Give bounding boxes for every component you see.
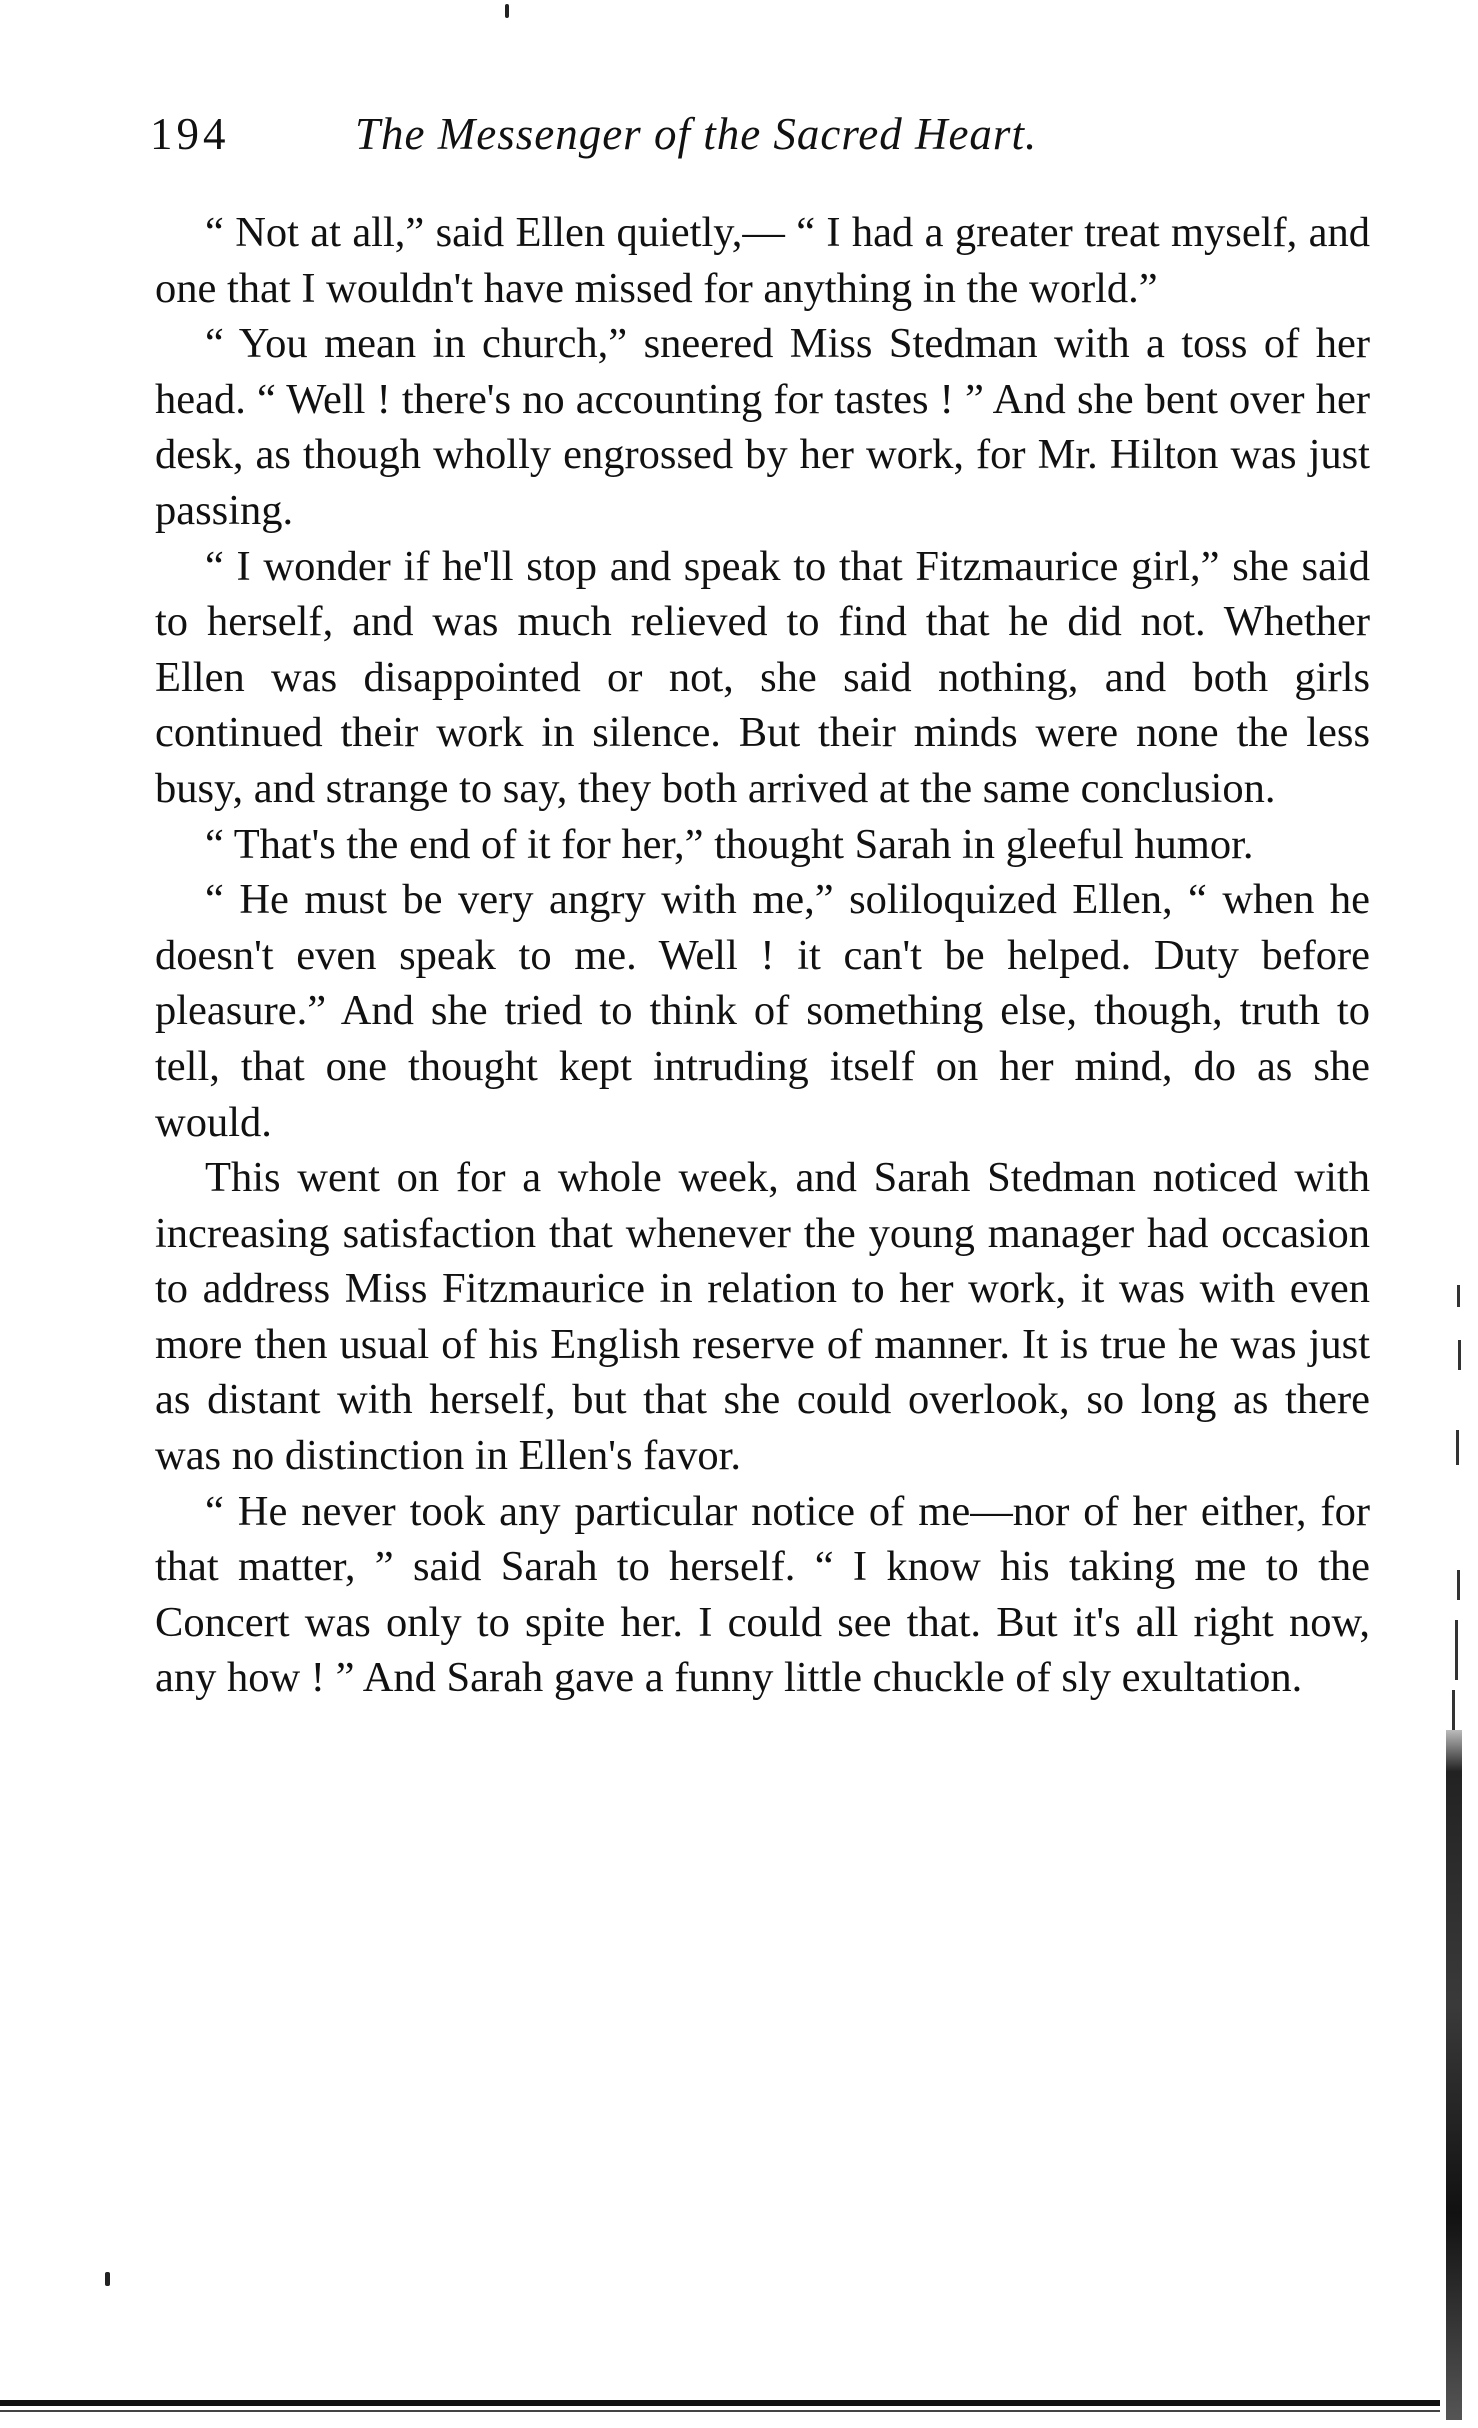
page-edge-mark bbox=[1458, 1340, 1461, 1370]
page-edge-mark bbox=[1456, 1430, 1459, 1465]
paragraph: “ You mean in church,” sneered Miss Stedman with a toss of her head. “ Well ! there's no accounting for tastes ! ” And she bent over her desk, as though wholly engrossed by her work, for Mr. Hilton was just passing. bbox=[155, 320, 1370, 534]
paragraph: “ Not at all,” said Ellen quietly,— “ I had a greater treat myself, and one that I wouldn't have missed for anything in the world.” bbox=[155, 209, 1370, 312]
page-edge-mark bbox=[1457, 1570, 1460, 1600]
scan-bottom-edge-thin bbox=[0, 2410, 1440, 2412]
paragraph: “ He never took any particular notice of me—nor of her either, for that matter, ” said Sarah to herself. “ I know his taking me to the Concert was only to spite her. I could see that. But it's all right now, any how ! ” And Sarah gave a funny little chuckle of sly exultation. bbox=[155, 1487, 1370, 1702]
page-edge-mark bbox=[1455, 1620, 1458, 1680]
scan-bottom-edge bbox=[0, 2400, 1440, 2406]
paragraph: “ He must be very angry with me,” soliloquized Ellen, “ when he doesn't even speak to me. Well ! it can't be helped. Duty before pleasure.” And she tried to think of something else, though, truth to tell, that one thought kept intruding itself on her mind, do as she would. bbox=[155, 876, 1370, 1146]
paragraph: This went on for a whole week, and Sarah Stedman noticed with increasing satisfaction that whenever the young manager had occasion to address Miss Fitzmaurice in relation to her work, it was with even more then usual of his English reserve of manner. It is true he was just as distant with herself, but that she could overlook, so long as there was no distinction in Ellen's favor. bbox=[155, 1154, 1370, 1480]
page-edge-mark bbox=[1457, 1285, 1460, 1307]
page-header bbox=[150, 108, 1380, 172]
print-speck bbox=[105, 2272, 110, 2286]
page-number: 194 bbox=[150, 109, 230, 159]
print-speck bbox=[505, 4, 509, 18]
paragraph: “ I wonder if he'll stop and speak to that Fitzmaurice girl,” she said to herself, and was much relieved to find that he did not. Whether Ellen was disappointed or not, she said nothing, and both girls continued their work in silence. But their minds were none the less busy, and strange to say, they both arrived at the same conclusion. bbox=[155, 542, 1370, 812]
paragraph: “ That's the end of it for her,” thought Sarah in gleeful humor. bbox=[205, 820, 1254, 868]
page-edge-shadow bbox=[1446, 1730, 1462, 2420]
running-title: The Messenger of the Sacred Heart. bbox=[355, 109, 1038, 159]
body-text bbox=[155, 205, 1370, 2055]
